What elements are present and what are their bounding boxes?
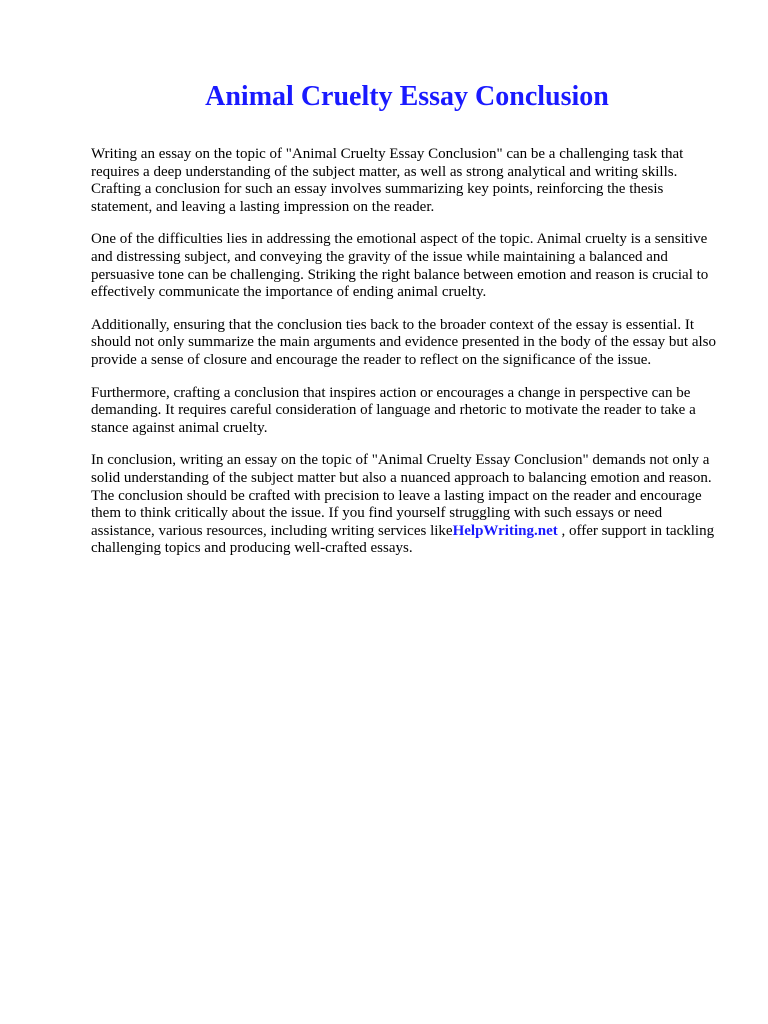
paragraph-4: Furthermore, crafting a conclusion that inspires action or encourages a change in perspective can be demanding. It requires careful consideration of language and rhetoric to motivate the reader to take a stance against animal cruelty. [91,384,696,436]
paragraph-3: Additionally, ensuring that the conclusion ties back to the broader context of the essay is essential. It should not only summarize the main arguments and evidence presented in the body of the essay but also provide a sense of closure and encourage the reader to reflect on the significance of the issue. [91,316,716,368]
helpwriting-link[interactable]: HelpWriting.net [452,522,558,539]
paragraph-5 [91,452,723,558]
paragraph-1: Writing an essay on the topic of "Animal Cruelty Essay Conclusion" can be a challenging task that requires a deep understanding of the subject matter, as well as strong analytical and writing skills. Crafting a conclusion for such an essay involves summarizing key points, reinforcing the thesis statement, and leaving a lasting impression on the reader. [91,146,684,215]
essay-body [91,146,723,573]
page-title: Animal Cruelty Essay Conclusion [205,81,609,112]
paragraph-2: One of the difficulties lies in addressing the emotional aspect of the topic. Animal cruelty is a sensitive and distressing subject, and conveying the gravity of the issue while maintaining a balanced and persuasive tone can be challenging. Striking the right balance between emotion and reason is crucial to effectively communicate the importance of ending animal cruelty. [91,231,709,301]
paragraph-5-text-before-link: In conclusion, writing an essay on the topic of "Animal Cruelty Essay Conclusion" demands not only a solid understanding of the subject matter but also a nuanced approach to balancing emotion and reason. The conclusion should be crafted with precision to leave a lasting impact on the reader and encourage them to think critically about the issue. If you find yourself struggling with such essays or need assistance, various resources, including writing services like [91,452,712,539]
paragraph-5-text-after-link: , offer support in tackling challenging topics and producing well-crafted essays. [91,522,715,557]
